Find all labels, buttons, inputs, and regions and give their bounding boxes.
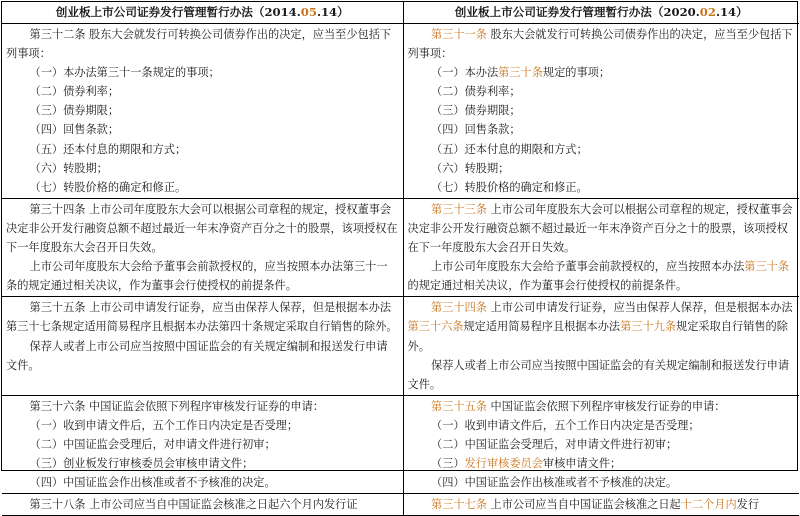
table-row <box>2 395 799 493</box>
new-article-35: 第三十五条 中国证监会依照下列程序审核发行证券的申请： （一）收到申请文件后，五个工作日内决定是否受理； （二）中国证监会受理后，对申请文件进行初审； （三）发行审核委员会审核申请文件； （四）中国证监会作出核准或者不予核准的决定。 <box>403 395 799 493</box>
table-row <box>2 494 799 516</box>
old-article-36: 第三十六条 中国证监会依照下列程序审核发行证券的申请： （一）收到申请文件后，五个工作日内决定是否受理； （二）中国证监会受理后，对申请文件进行初审； （三）创业板发行审核委员会审核申请文件； （四）中国证监会作出核准或者不予核准的决定。 <box>2 395 403 493</box>
article-number: 第三十五条 <box>431 399 487 413</box>
table-row <box>2 198 799 296</box>
article-number: 第三十三条 <box>431 202 487 216</box>
header-old-version: 创业板上市公司证券发行管理暂行办法（2014.05.14） <box>2 2 403 24</box>
table-header-row <box>2 2 799 24</box>
new-article-34: 第三十四条 上市公司申请发行证券，应当由保荐人保荐，但是根据本办法第三十六条规定适用简易程序且根据本办法第三十九条规定采取自行销售的除外。 保荐人或者上市公司应当按照中国证监会的有关规定编制和报送发行申请文件。 <box>403 297 799 395</box>
old-article-34: 第三十四条 上市公司年度股东大会可以根据公司章程的规定，授权董事会决定非公开发行融资总额不超过最近一年末净资产百分之十的股票，该项授权在下一年度股东大会召开日失效。 上市公司年度股东大会给予董事会前款授权的，应当按照本办法第三十一条的规定通过相关决议，作为董事会行使授权的前提条件。 <box>2 198 403 296</box>
article-number: 第三十一条 <box>431 28 487 41</box>
new-article-37: 第三十七条 上市公司应当自中国证监会核准之日起十二个月内发行 <box>403 494 799 516</box>
table-row <box>2 24 799 199</box>
old-article-38: 第三十八条 上市公司应当自中国证监会核准之日起六个月内发行证 <box>2 494 403 516</box>
comparison-table <box>2 2 799 516</box>
article-number: 第三十四条 <box>431 301 487 315</box>
table-row <box>2 297 799 395</box>
comparison-document <box>1 1 798 512</box>
new-article-33: 第三十三条 上市公司年度股东大会可以根据公司章程的规定，授权董事会决定非公开发行融资总额不超过最近一年末净资产百分之十的股票，该项授权在下一年度股东大会召开日失效。 上市公司年度股东大会给予董事会前款授权的，应当按照本办法第三十条的规定通过相关决议，作为董事会行使授权的前提条件。 <box>403 198 799 296</box>
new-article-31: 第三十一条 股东大会就发行可转换公司债券作出的决定，应当至少包括下列事项： （一）本办法第三十条规定的事项； （二）债券利率； （三）债券期限； （四）回售条款； （五）还本付息的期限和方式； （六）转股期； （七）转股价格的确定和修正。 <box>403 24 799 199</box>
header-new-version: 创业板上市公司证券发行管理暂行办法（2020.02.14） <box>403 2 799 24</box>
old-article-32: 第三十二条 股东大会就发行可转换公司债券作出的决定，应当至少包括下列事项： （一）本办法第三十一条规定的事项； （二）债券利率； （三）债券期限； （四）回售条款； （五）还本付息的期限和方式； （六）转股期； （七）转股价格的确定和修正。 <box>2 24 403 199</box>
old-article-35: 第三十五条 上市公司申请发行证券，应当由保荐人保荐，但是根据本办法第三十七条规定适用简易程序且根据本办法第四十条规定采取自行销售的除外。 保荐人或者上市公司应当按照中国证监会的有关规定编制和报送发行申请文件。 <box>2 297 403 395</box>
article-number: 第三十七条 <box>431 498 487 512</box>
